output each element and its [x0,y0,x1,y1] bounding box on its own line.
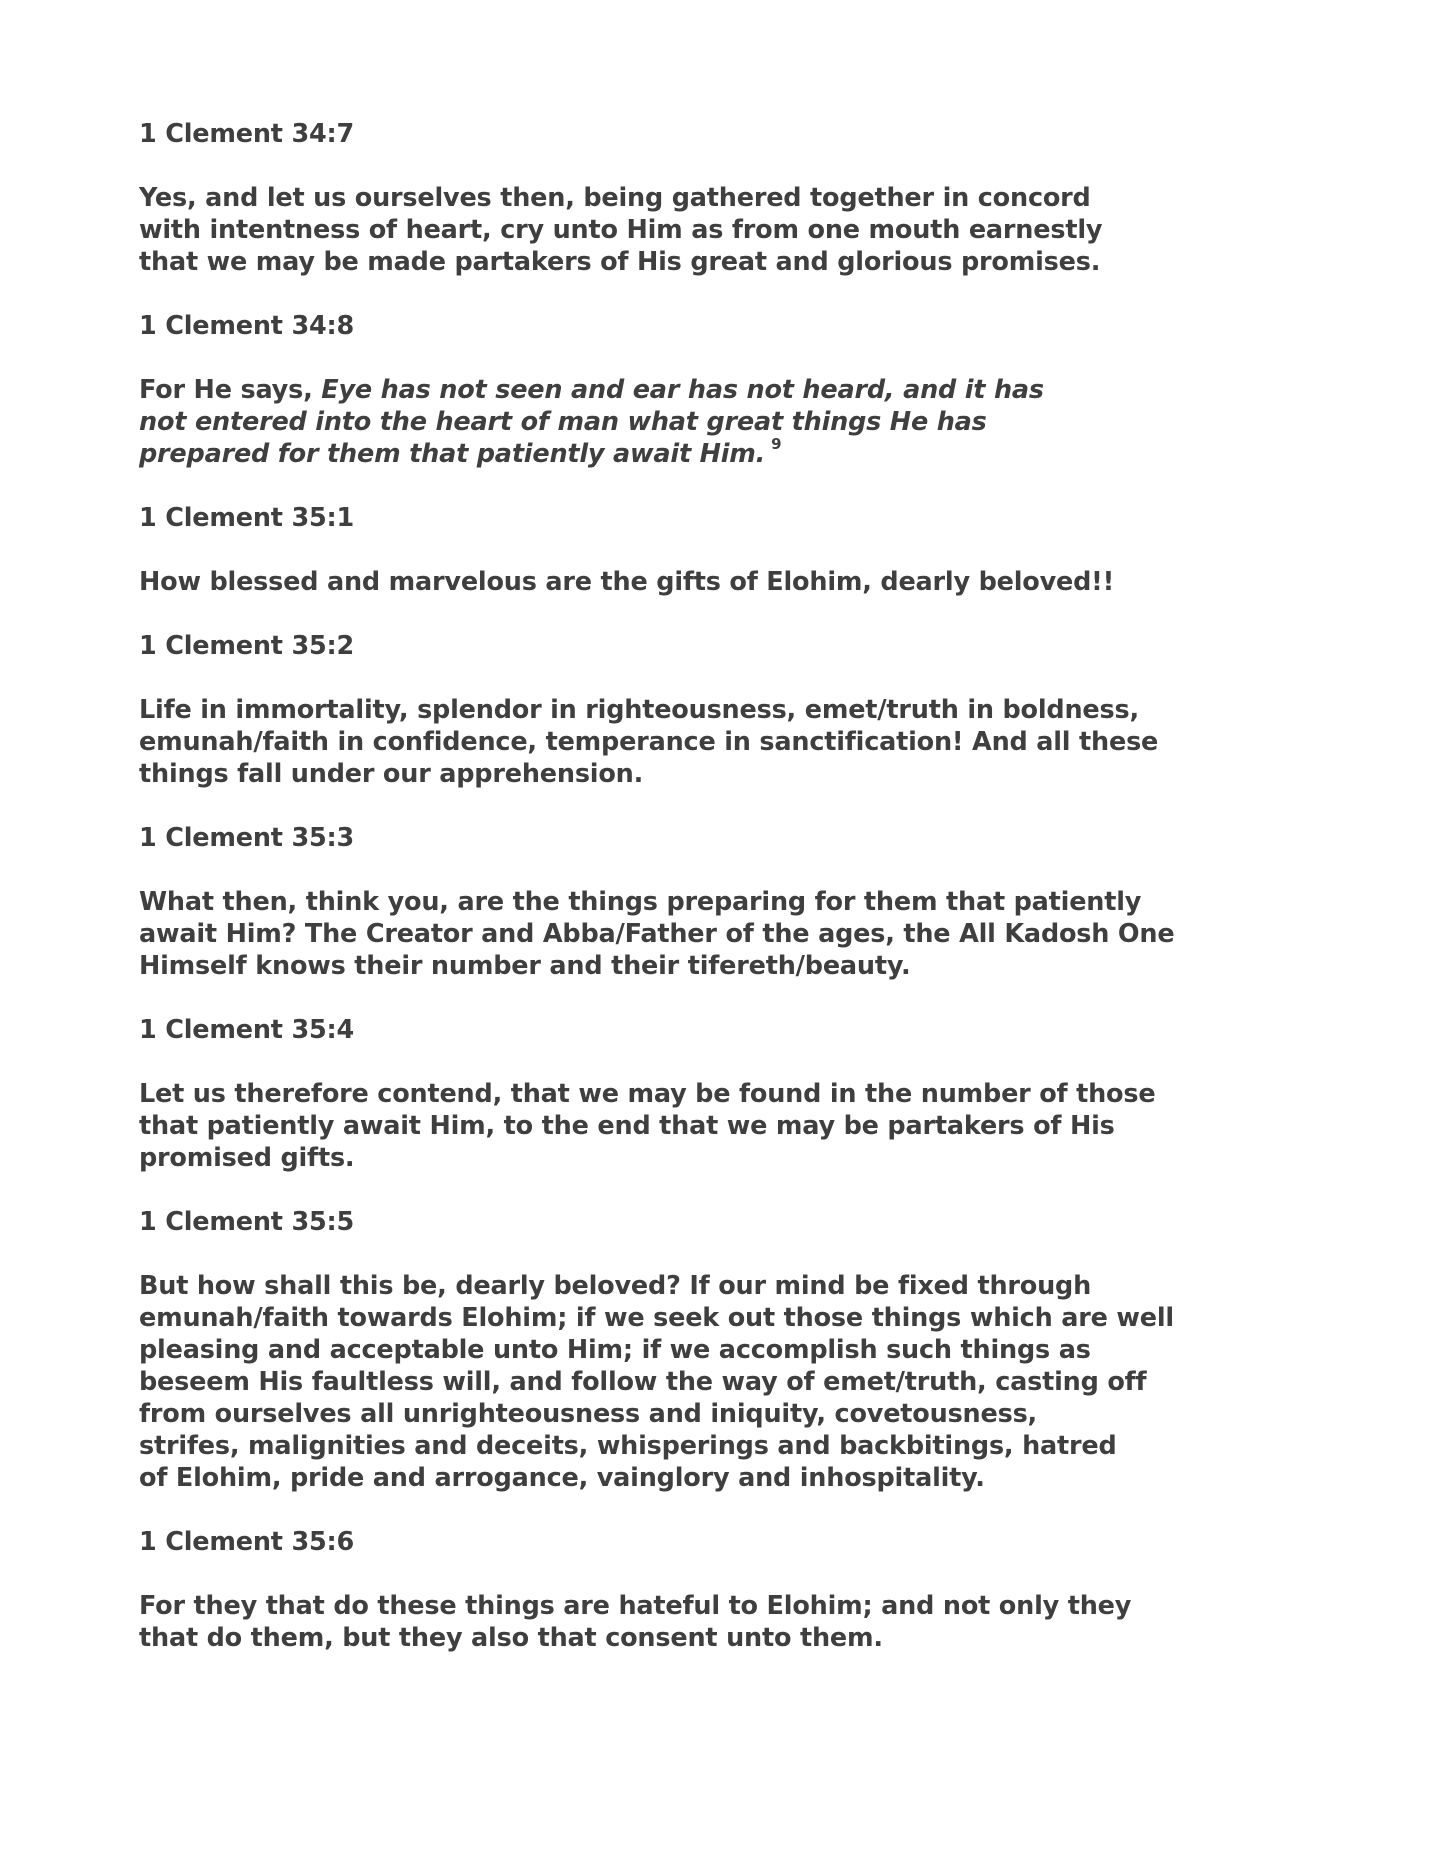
verse-line: with intentness of heart, cry unto Him as from one mouth earnestly [139,215,1103,245]
footnote-marker[interactable]: 9 [771,434,782,453]
verse-line: emunah/faith in confidence, temperance in sanctification! And all these [139,727,1159,757]
scripture-quote: not entered into the heart of man what great things He has [139,407,987,437]
verse-line: that we may be made partakers of His great and glorious promises. [139,247,1101,277]
verse-line: await Him? The Creator and Abba/Father of the ages, the All Kadosh One [139,919,1175,949]
document-body [139,118,1175,1686]
verse-reference: 1 Clement 35:3 [139,823,355,853]
verse-line: that patiently await Him, to the end that we may be partakers of His [139,1111,1115,1141]
verse-line: But how shall this be, dearly beloved? If our mind be fixed through [139,1271,1092,1301]
verse-line: Let us therefore contend, that we may be found in the number of those [139,1079,1156,1109]
verse-line: Life in immortality, splendor in righteousness, emet/truth in boldness, [139,695,1139,725]
verse-line: of Elohim, pride and arrogance, vainglory and inhospitality. [139,1463,985,1493]
verse-line: that do them, but they also that consent unto them. [139,1623,883,1653]
verse-text [139,886,1175,982]
verse-line: things fall under our apprehension. [139,759,644,789]
verse-line: emunah/faith towards Elohim; if we seek out those things which are well [139,1303,1174,1333]
verse-text [139,374,1139,470]
verse-text [139,694,1159,790]
verse-line: Yes, and let us ourselves then, being gathered together in concord [139,183,1091,213]
verse-line: What then, think you, are the things preparing for them that patiently [139,887,1142,917]
verse-text [139,182,1139,278]
verse-reference: 1 Clement 35:4 [139,1015,355,1045]
verse-reference: 1 Clement 35:2 [139,631,355,661]
verse-reference: 1 Clement 34:8 [139,311,355,341]
verse-reference: 1 Clement 34:7 [139,119,355,149]
verse-text [139,1590,1139,1654]
verse-line [139,374,1139,406]
verse-reference: 1 Clement 35:5 [139,1207,355,1237]
verse-line: For they that do these things are hateful to Elohim; and not only they [139,1591,1132,1621]
verse-reference: 1 Clement 35:6 [139,1527,355,1557]
verse-lead-text: For He says, [139,375,322,405]
verse-line: Himself knows their number and their tifereth/beauty. [139,951,911,981]
verse-text [139,566,1139,598]
verse-line: from ourselves all unrighteousness and iniquity, covetousness, [139,1399,1038,1429]
verse-line: pleasing and acceptable unto Him; if we accomplish such things as [139,1335,1091,1365]
verse-line [139,434,1139,470]
verse-reference: 1 Clement 35:1 [139,503,355,533]
verse-line: strifes, malignities and deceits, whisperings and backbitings, hatred [139,1431,1117,1461]
scripture-quote: Eye has not seen and ear has not heard, and it has [321,375,1044,405]
verse-line: beseem His faultless will, and follow the way of emet/truth, casting off [139,1367,1147,1397]
verse-text [139,1078,1156,1174]
verse-line: How blessed and marvelous are the gifts of Elohim, dearly beloved!! [139,567,1115,597]
verse-text [139,1270,1174,1494]
verse-line: promised gifts. [139,1143,355,1173]
scripture-quote: prepared for them that patiently await Him. [139,439,766,469]
